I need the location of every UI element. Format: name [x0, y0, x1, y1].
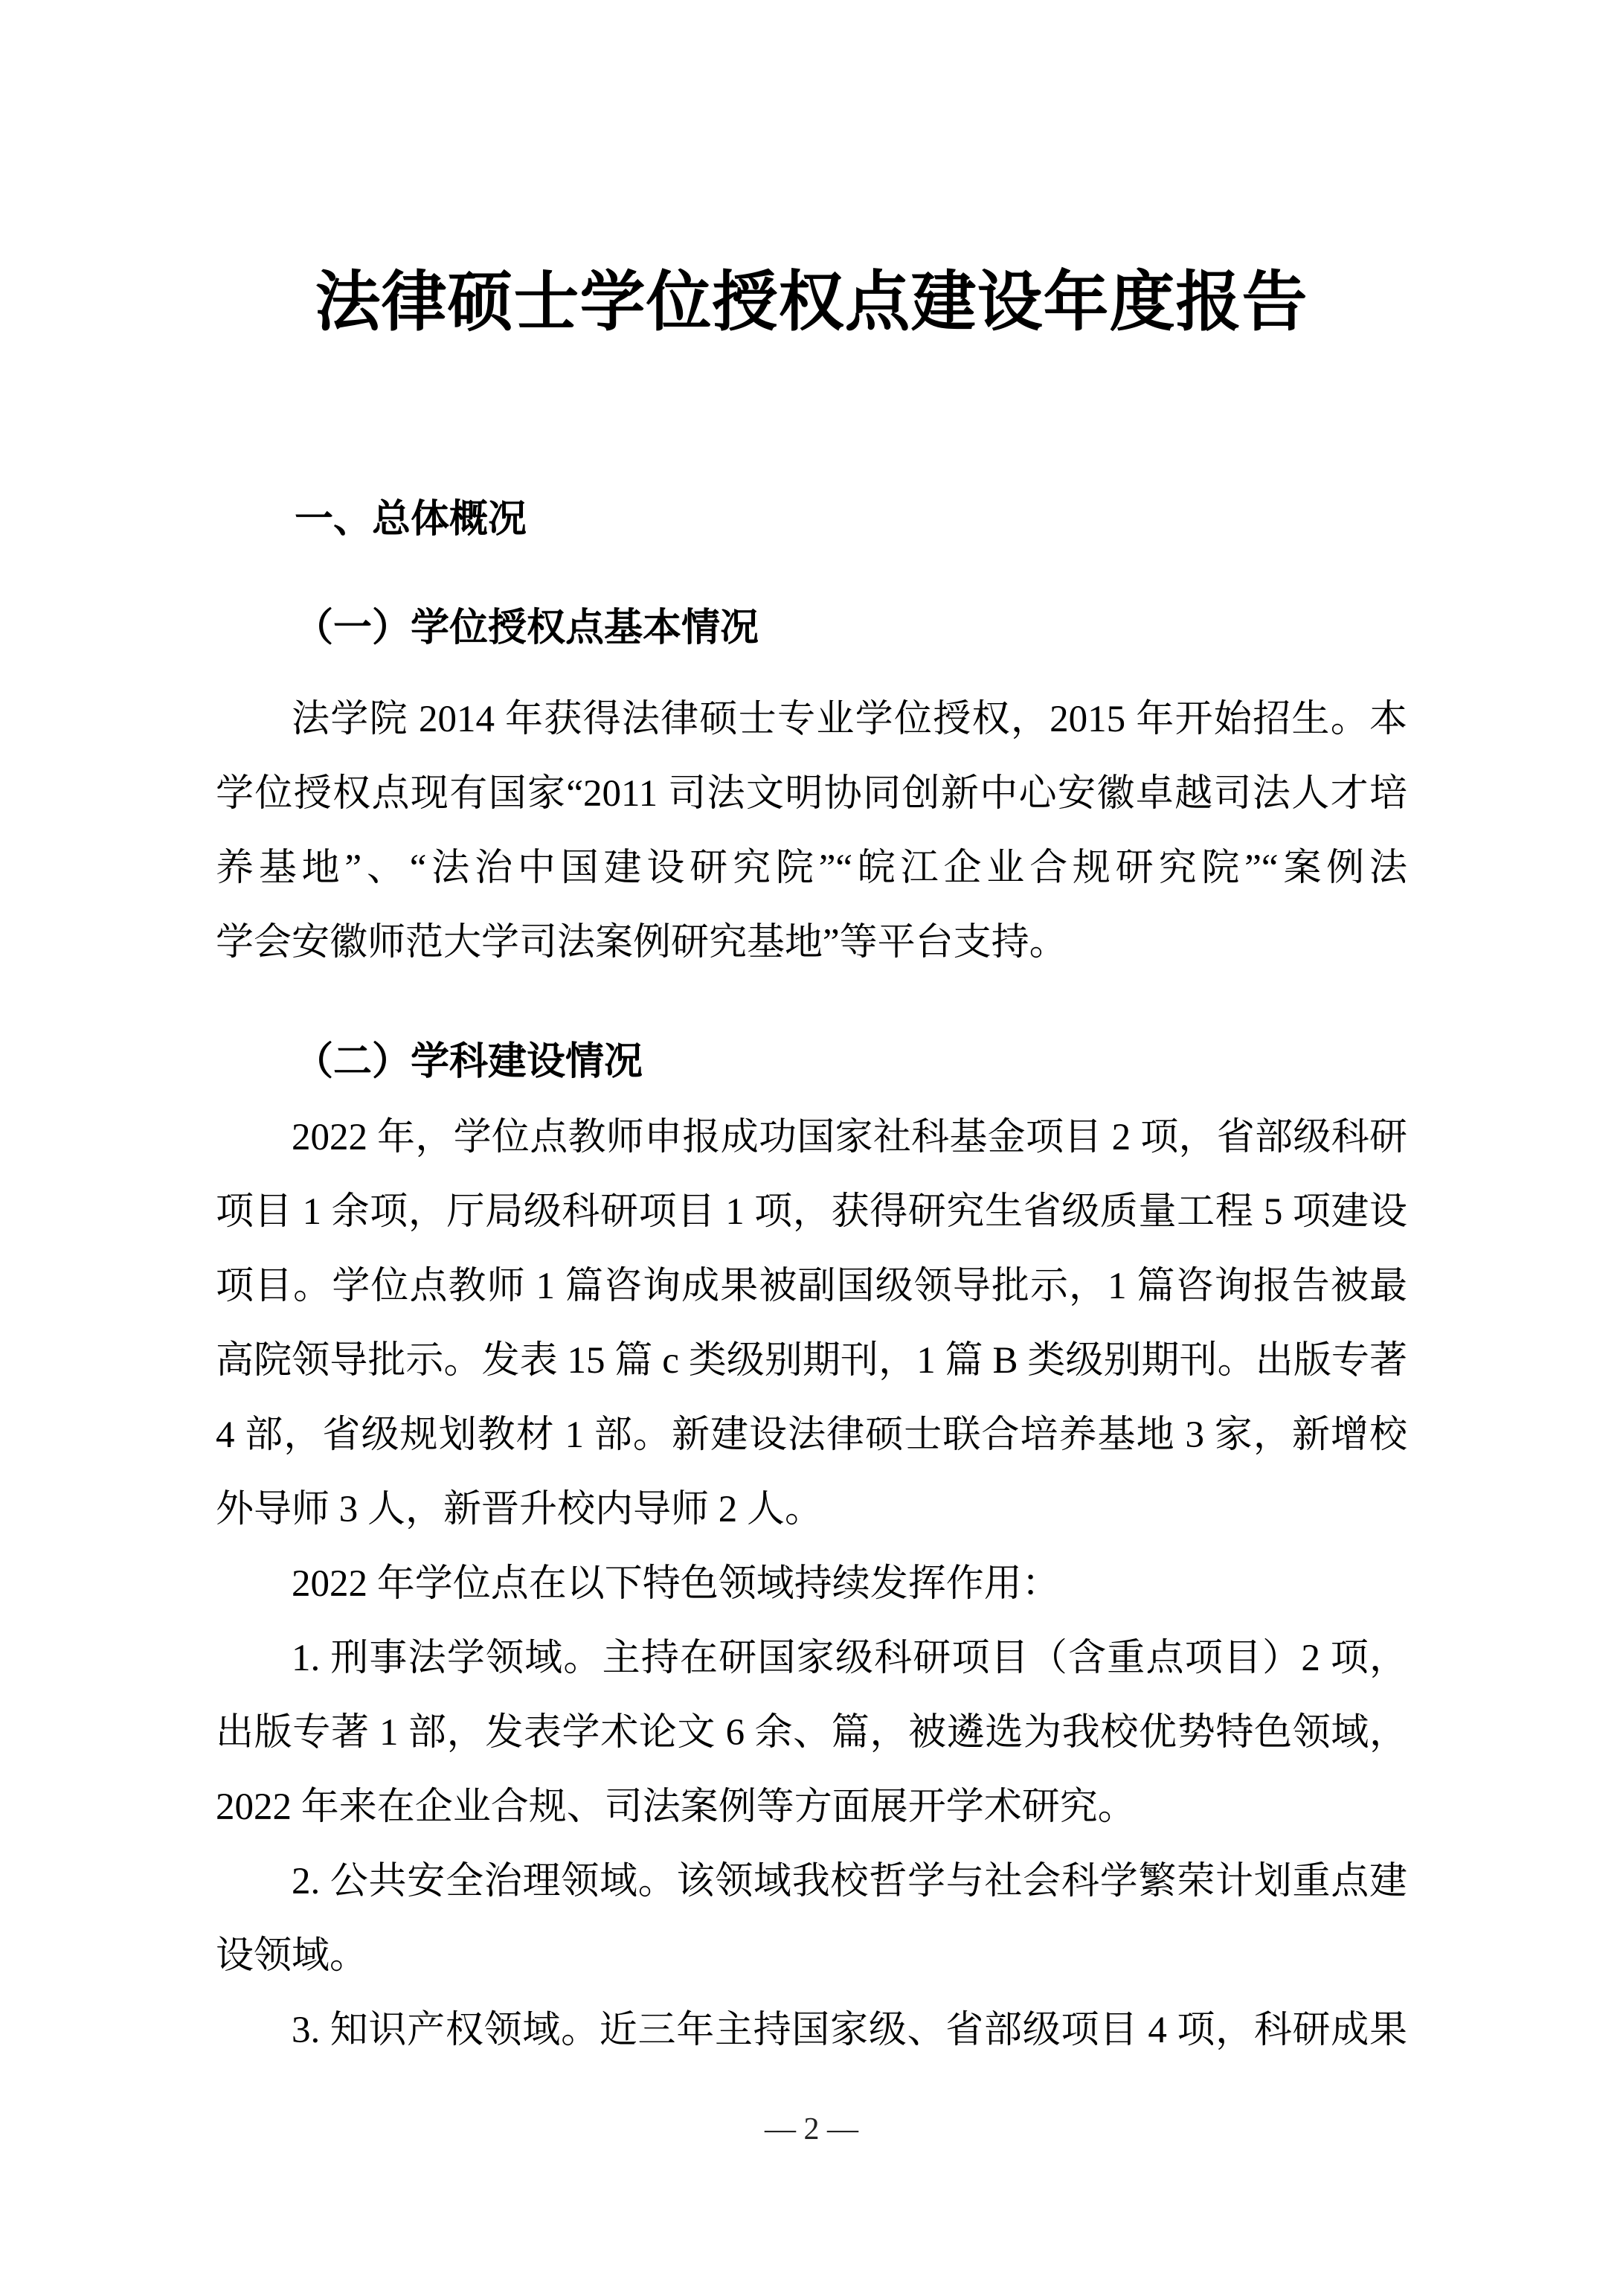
document-title: 法律硕士学位授权点建设年度报告	[315, 267, 1308, 339]
paragraph-line: 2022 年学位点在以下特色领域持续发挥作用：	[292, 1563, 1060, 1605]
paragraph-line: 出版专著 1 部，发表学术论文 6 余、篇，被遴选为我校优势特色领域，	[216, 1712, 1407, 1754]
paragraph-line: 外导师 3 人，新晋升校内导师 2 人。	[216, 1489, 823, 1530]
paragraph-line: 法学院 2014 年获得法律硕士专业学位授权，2015 年开始招生。本	[292, 699, 1407, 740]
paragraph-line: 项目。学位点教师 1 篇咨询成果被副国级领导批示，1 篇咨询报告被最	[216, 1266, 1407, 1307]
section-heading-overview: 一、总体概况	[295, 498, 527, 541]
paragraph-line: 学会安徽师范大学司法案例研究基地”等平台支持。	[216, 922, 1067, 963]
subsection-heading-discipline-construction: （二）学科建设情况	[295, 1040, 643, 1083]
paragraph-line: 2. 公共安全治理领域。该领域我校哲学与社会科学繁荣计划重点建	[292, 1861, 1407, 1902]
paragraph-line: 高院领导批示。发表 15 篇 c 类级别期刊，1 篇 B 类级别期刊。出版专著	[216, 1340, 1407, 1382]
paragraph-line: 2022 年来在企业合规、司法案例等方面展开学术研究。	[216, 1786, 1136, 1828]
paragraph-line: 4 部，省级规划教材 1 部。新建设法律硕士联合培养基地 3 家，新增校	[216, 1414, 1407, 1456]
paragraph-line: 1. 刑事法学领域。主持在研国家级科研项目（含重点项目）2 项，	[292, 1638, 1407, 1679]
paragraph-line: 2022 年，学位点教师申报成功国家社科基金项目 2 项，省部级科研	[292, 1117, 1407, 1158]
paragraph-line: 设领域。	[216, 1935, 368, 1977]
subsection-heading-authorization-basic-info: （一）学位授权点基本情况	[295, 606, 759, 650]
paragraph-line: 养基地”、“法治中国建设研究院”“皖江企业合规研究院”“案例法	[216, 847, 1407, 889]
paragraph-line: 项目 1 余项，厅局级科研项目 1 项，获得研究生省级质量工程 5 项建设	[216, 1191, 1407, 1233]
paragraph-line: 学位授权点现有国家“2011 司法文明协同创新中心安徽卓越司法人才培	[216, 773, 1407, 815]
footer-page-number: — 2 —	[765, 2112, 858, 2146]
paragraph-line: 3. 知识产权领域。近三年主持国家级、省部级项目 4 项，科研成果	[292, 2010, 1407, 2051]
